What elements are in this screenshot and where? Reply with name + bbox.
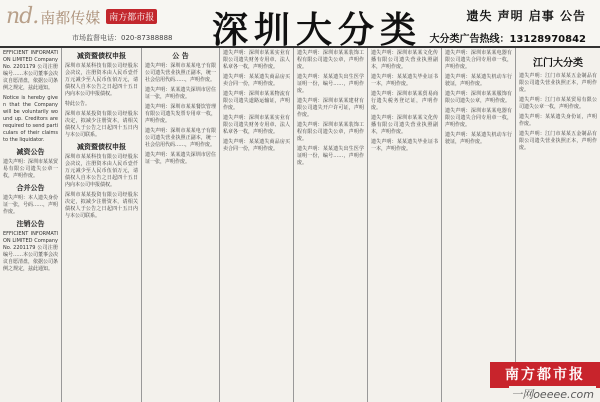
- notice-paragraph: 遗失声明：深圳市某某电器有限公司遗失合同专用章一枚，声明作废。: [445, 108, 512, 128]
- notice-paragraph: 遗失声明：深圳市某某装饰工程有限公司遗失公章，声明作废。: [297, 50, 364, 70]
- notice-paragraph: 遗失声明：深圳市某某实业有限公司遗失财务专用章、法人私章各一枚，声明作废。: [223, 115, 290, 135]
- notice-paragraph: 深圳市某某投资有限公司经股东决定，拟减少注册资本，请相关债权人于公告之日起四十五日内与本公司联系。: [65, 111, 138, 138]
- notice-paragraph: 遗失声明：深圳市某某建材有限公司遗失开户许可证，声明作废。: [297, 98, 364, 118]
- notice-paragraph: 深圳市某某投资有限公司经股东决定，拟减少注册资本，请相关债权人于公告之日起四十五日内与本公司联系。: [65, 192, 138, 219]
- stamp-brand: 南方都市报: [490, 362, 600, 388]
- notice-paragraph: 遗失声明：深圳市某某文化传播有限公司遗失营业执照副本，声明作废。: [371, 50, 438, 70]
- newspaper-stamp: [490, 362, 600, 402]
- notice-paragraph: 遗失声明：深圳市某某装饰工程有限公司遗失公章，声明作废。: [297, 122, 364, 142]
- column-4: [220, 48, 294, 402]
- notice-paragraph: 遗失声明：某某遗失毕业证书一本，声明作废。: [371, 139, 438, 152]
- notice-paragraph: 遗失声明：深圳市某某实业有限公司遗失财务专用章、法人私章各一枚，声明作废。: [223, 50, 290, 70]
- notice-paragraph: 遗失声明：某某遗失深圳市居住证一张，声明作废。: [145, 152, 216, 165]
- notice-paragraph: 遗失声明：深圳市某某贸易商行遗失税务登记证，声明作废。: [371, 91, 438, 111]
- notice-paragraph: 遗失声明：本人遗失身份证一张，号码……，声明作废。: [3, 195, 59, 215]
- notice-paragraph: 遗失声明：深圳市某某电子有限公司遗失营业执照正副本，统一社会信用代码……，声明作废。: [145, 63, 216, 83]
- notice-paragraph: 特此公告。: [65, 101, 91, 107]
- section-heading: 合并公告: [16, 184, 45, 192]
- logo-name: 南都传媒: [40, 9, 101, 27]
- notice-paragraph: 遗失声明：某某遗失机动车行驶证，声明作废。: [445, 132, 512, 145]
- notice-paragraph: 遗失声明：江门市某某贸易有限公司遗失公章一枚，声明作废。: [519, 97, 597, 110]
- column-5: [294, 48, 368, 402]
- notice-paragraph: EFFICIENT INFORMATION LIMITED Company No. 2201179 公司注册编号……本公司董事会决议自愿清盘，依据公司条例之规定，兹此通知。: [3, 50, 59, 91]
- logo-badge: 南方都市报: [106, 9, 157, 24]
- notice-categories: 遗失 声明 启事 公告: [466, 9, 586, 23]
- notice-paragraph: 遗失声明：深圳市某某贸易有限公司遗失公章一枚，声明作废。: [3, 159, 59, 179]
- column-6: [368, 48, 442, 402]
- notice-paragraph: EFFICIENT INFORMATION LIMITED Company No. 2201179 公司注册编号……本公司董事会决议自愿清盘，依据公司条例之规定，兹此通知。: [3, 231, 59, 272]
- section-heading: 减资公告: [16, 148, 45, 156]
- section-heading: 减资暨债权申报: [77, 52, 126, 60]
- publisher-logo: [6, 4, 157, 29]
- notice-paragraph: 遗失声明：深圳市某某餐饮管理有限公司遗失发票专用章一枚，声明作废。: [145, 104, 216, 124]
- page-title: 深圳大分类: [212, 10, 423, 51]
- masthead: [0, 0, 600, 51]
- notice-paragraph: 深圳市某某科技有限公司经股东会决议，注册资本由人民币壹仟万元减少至人民币伍佰万元，请债权人自本公告之日起四十五日内向本公司申报债权。: [65, 63, 138, 97]
- section-heading: 注销公告: [16, 220, 45, 228]
- column-3: [142, 48, 220, 402]
- section-heading: 公 告: [172, 52, 189, 60]
- notice-paragraph: 遗失声明：某某遗失出生医学证明一份，编号……，声明作废。: [297, 74, 364, 94]
- notice-paragraph: 遗失声明：深圳市某某物流有限公司遗失道路运输证，声明作废。: [223, 91, 290, 111]
- notice-paragraph: 遗失声明：某某遗失毕业证书一本，声明作废。: [371, 74, 438, 87]
- column-8: [516, 48, 600, 402]
- notice-paragraph: 深圳市某某科技有限公司经股东会决议，注册资本由人民币壹仟万元减少至人民币伍佰万元，请债权人自本公告之日起四十五日内向本公司申报债权。: [65, 154, 138, 188]
- logo-mark: nd.: [6, 4, 39, 29]
- notice-paragraph: 遗失声明：深圳市某某文化传播有限公司遗失营业执照副本，声明作废。: [371, 115, 438, 135]
- notice-paragraph: 遗失声明：某某遗失深圳市居住证一张，声明作废。: [145, 87, 216, 100]
- header-right: [429, 7, 586, 45]
- notice-paragraph: 遗失声明：某某遗失商品房买卖合同一份，声明作废。: [223, 139, 290, 152]
- notice-paragraph: Notice is hereby given that the Company will be voluntarily wound up. Creditors are required to send particulars of their claims to the liquidator.: [3, 95, 58, 143]
- notice-paragraph: 遗失声明：某某遗失身份证，声明作废。: [519, 114, 597, 127]
- classified-columns: [0, 48, 600, 402]
- notice-paragraph: 遗失声明：江门市某某五金制品有限公司遗失营业执照正本，声明作废。: [519, 73, 597, 93]
- section-heading: 江门大分类: [533, 58, 583, 69]
- notice-paragraph: 遗失声明：某某遗失商品房买卖合同一份，声明作废。: [223, 74, 290, 87]
- column-2: [62, 48, 142, 402]
- notice-paragraph: 遗失声明：某某遗失机动车行驶证，声明作废。: [445, 74, 512, 87]
- ad-hotline: 大分类广告热线：13128970842: [429, 34, 586, 45]
- notice-paragraph: 遗失声明：深圳市某某服饰有限公司遗失公章，声明作废。: [445, 91, 512, 104]
- notice-paragraph: 遗失声明：江门市某某五金制品有限公司遗失营业执照正本，声明作废。: [519, 131, 597, 151]
- notice-paragraph: 遗失声明：深圳市某某电器有限公司遗失合同专用章一枚，声明作废。: [445, 50, 512, 70]
- stamp-site: 一网oeeee.com: [511, 388, 594, 401]
- column-7: [442, 48, 516, 402]
- notice-paragraph: 遗失声明：深圳市某某电子有限公司遗失营业执照正副本，统一社会信用代码……，声明作废。: [145, 128, 216, 148]
- column-1: [0, 48, 62, 402]
- notice-paragraph: 遗失声明：某某遗失出生医学证明一份，编号……，声明作废。: [297, 146, 364, 166]
- supervision-phone: 市场监督电话：020-87388888: [72, 34, 173, 42]
- section-heading: 减资暨债权申报: [77, 143, 126, 151]
